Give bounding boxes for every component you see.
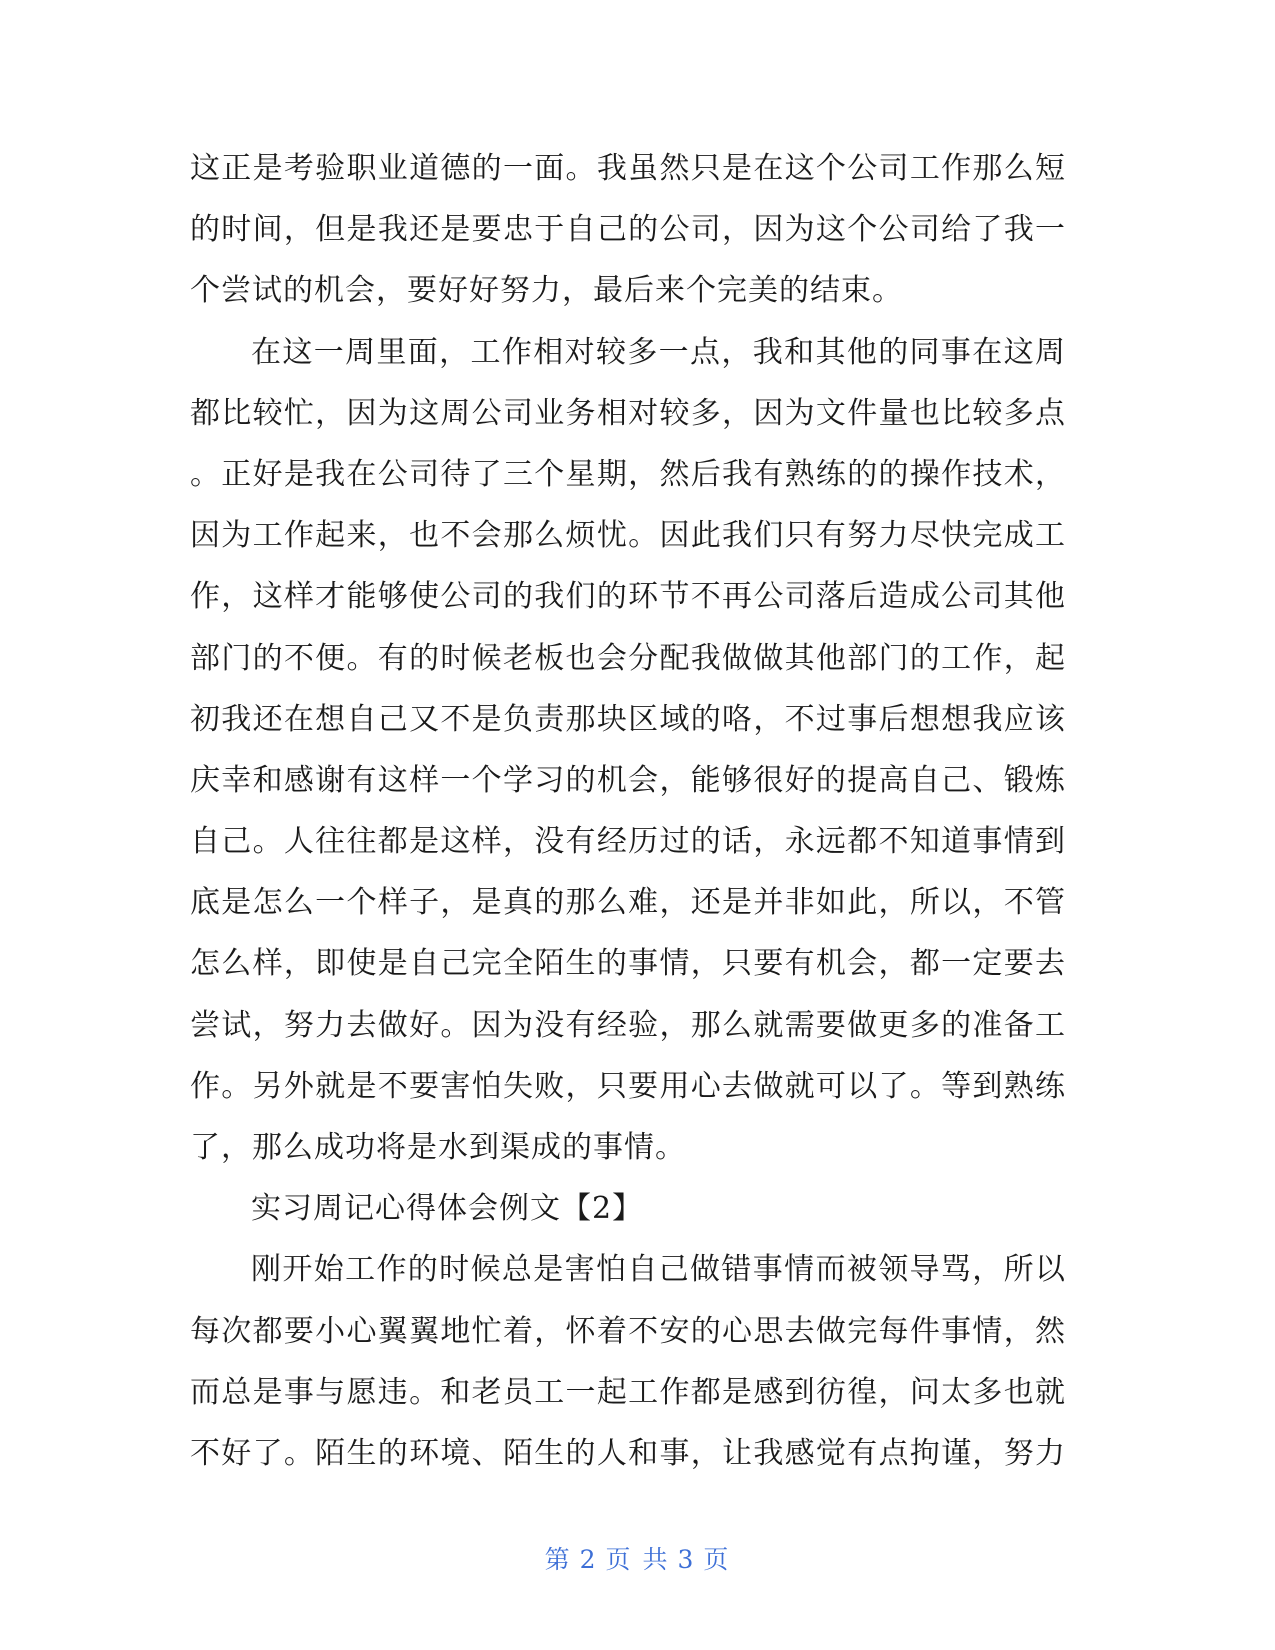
- text-line: 了，那么成功将是水到渠成的事情。: [190, 1130, 686, 1165]
- footer-middle: 页 共: [605, 1545, 670, 1574]
- text-line: 而总是事与愿违。和老员工一起工作都是感到彷徨，问太多也就: [190, 1374, 1066, 1410]
- text-line: 自己。人往往都是这样，没有经历过的话，永远都不知道事情到: [190, 824, 1066, 860]
- text-line: 庆幸和感谢有这样一个学习的机会，能够很好的提高自己、锻炼: [190, 762, 1066, 798]
- text-line: 作。另外就是不要害怕失败，只要用心去做就可以了。等到熟练: [190, 1068, 1066, 1104]
- text-line: 都比较忙，因为这周公司业务相对较多，因为文件量也比较多点: [190, 395, 1066, 431]
- text-line: 部门的不便。有的时候老板也会分配我做做其他部门的工作，起: [190, 640, 1066, 676]
- text-line: 初我还在想自己又不是负责那块区域的咯，不过事后想想我应该: [190, 701, 1066, 737]
- text-line: 个尝试的机会，要好好努力，最后来个完美的结束。: [190, 273, 903, 309]
- footer-prefix: 第: [544, 1545, 572, 1574]
- text-line: 怎么样，即使是自己完全陌生的事情，只要有机会，都一定要去: [190, 946, 1066, 982]
- text-line: 每次都要小心翼翼地忙着，怀着不安的心思去做完每件事情，然: [190, 1313, 1066, 1349]
- page-footer: [0, 1540, 1275, 1576]
- text-line: 底是怎么一个样子，是真的那么难，还是并非如此，所以，不管: [190, 885, 1066, 921]
- text-line: 不好了。陌生的环境、陌生的人和事，让我感觉有点拘谨，努力: [190, 1435, 1066, 1471]
- text-line: 这正是考验职业道德的一面。我虽然只是在这个公司工作那么短: [190, 151, 1066, 186]
- footer-page-number: 2: [579, 1545, 598, 1574]
- text-line: 在这一周里面，工作相对较多一点，我和其他的同事在这周: [251, 334, 1066, 370]
- text-line: 因为工作起来，也不会那么烦忧。因此我们只有努力尽快完成工: [190, 518, 1066, 554]
- text-line: 的时间，但是我还是要忠于自己的公司，因为这个公司给了我一: [190, 212, 1066, 248]
- footer-suffix: 页: [703, 1545, 731, 1574]
- document-body: [190, 138, 1066, 1484]
- text-line: 实习周记心得体会例文【2】: [251, 1191, 644, 1227]
- text-line: 。正好是我在公司待了三个星期，然后我有熟练的的操作技术，: [190, 456, 1066, 492]
- text-line: 作，这样才能够使公司的我们的环节不再公司落后造成公司其他: [190, 579, 1066, 615]
- text-line: 尝试，努力去做好。因为没有经验，那么就需要做更多的准备工: [190, 1007, 1066, 1043]
- text-line: 刚开始工作的时候总是害怕自己做错事情而被领导骂，所以: [251, 1252, 1066, 1288]
- footer-total-pages: 3: [677, 1545, 696, 1574]
